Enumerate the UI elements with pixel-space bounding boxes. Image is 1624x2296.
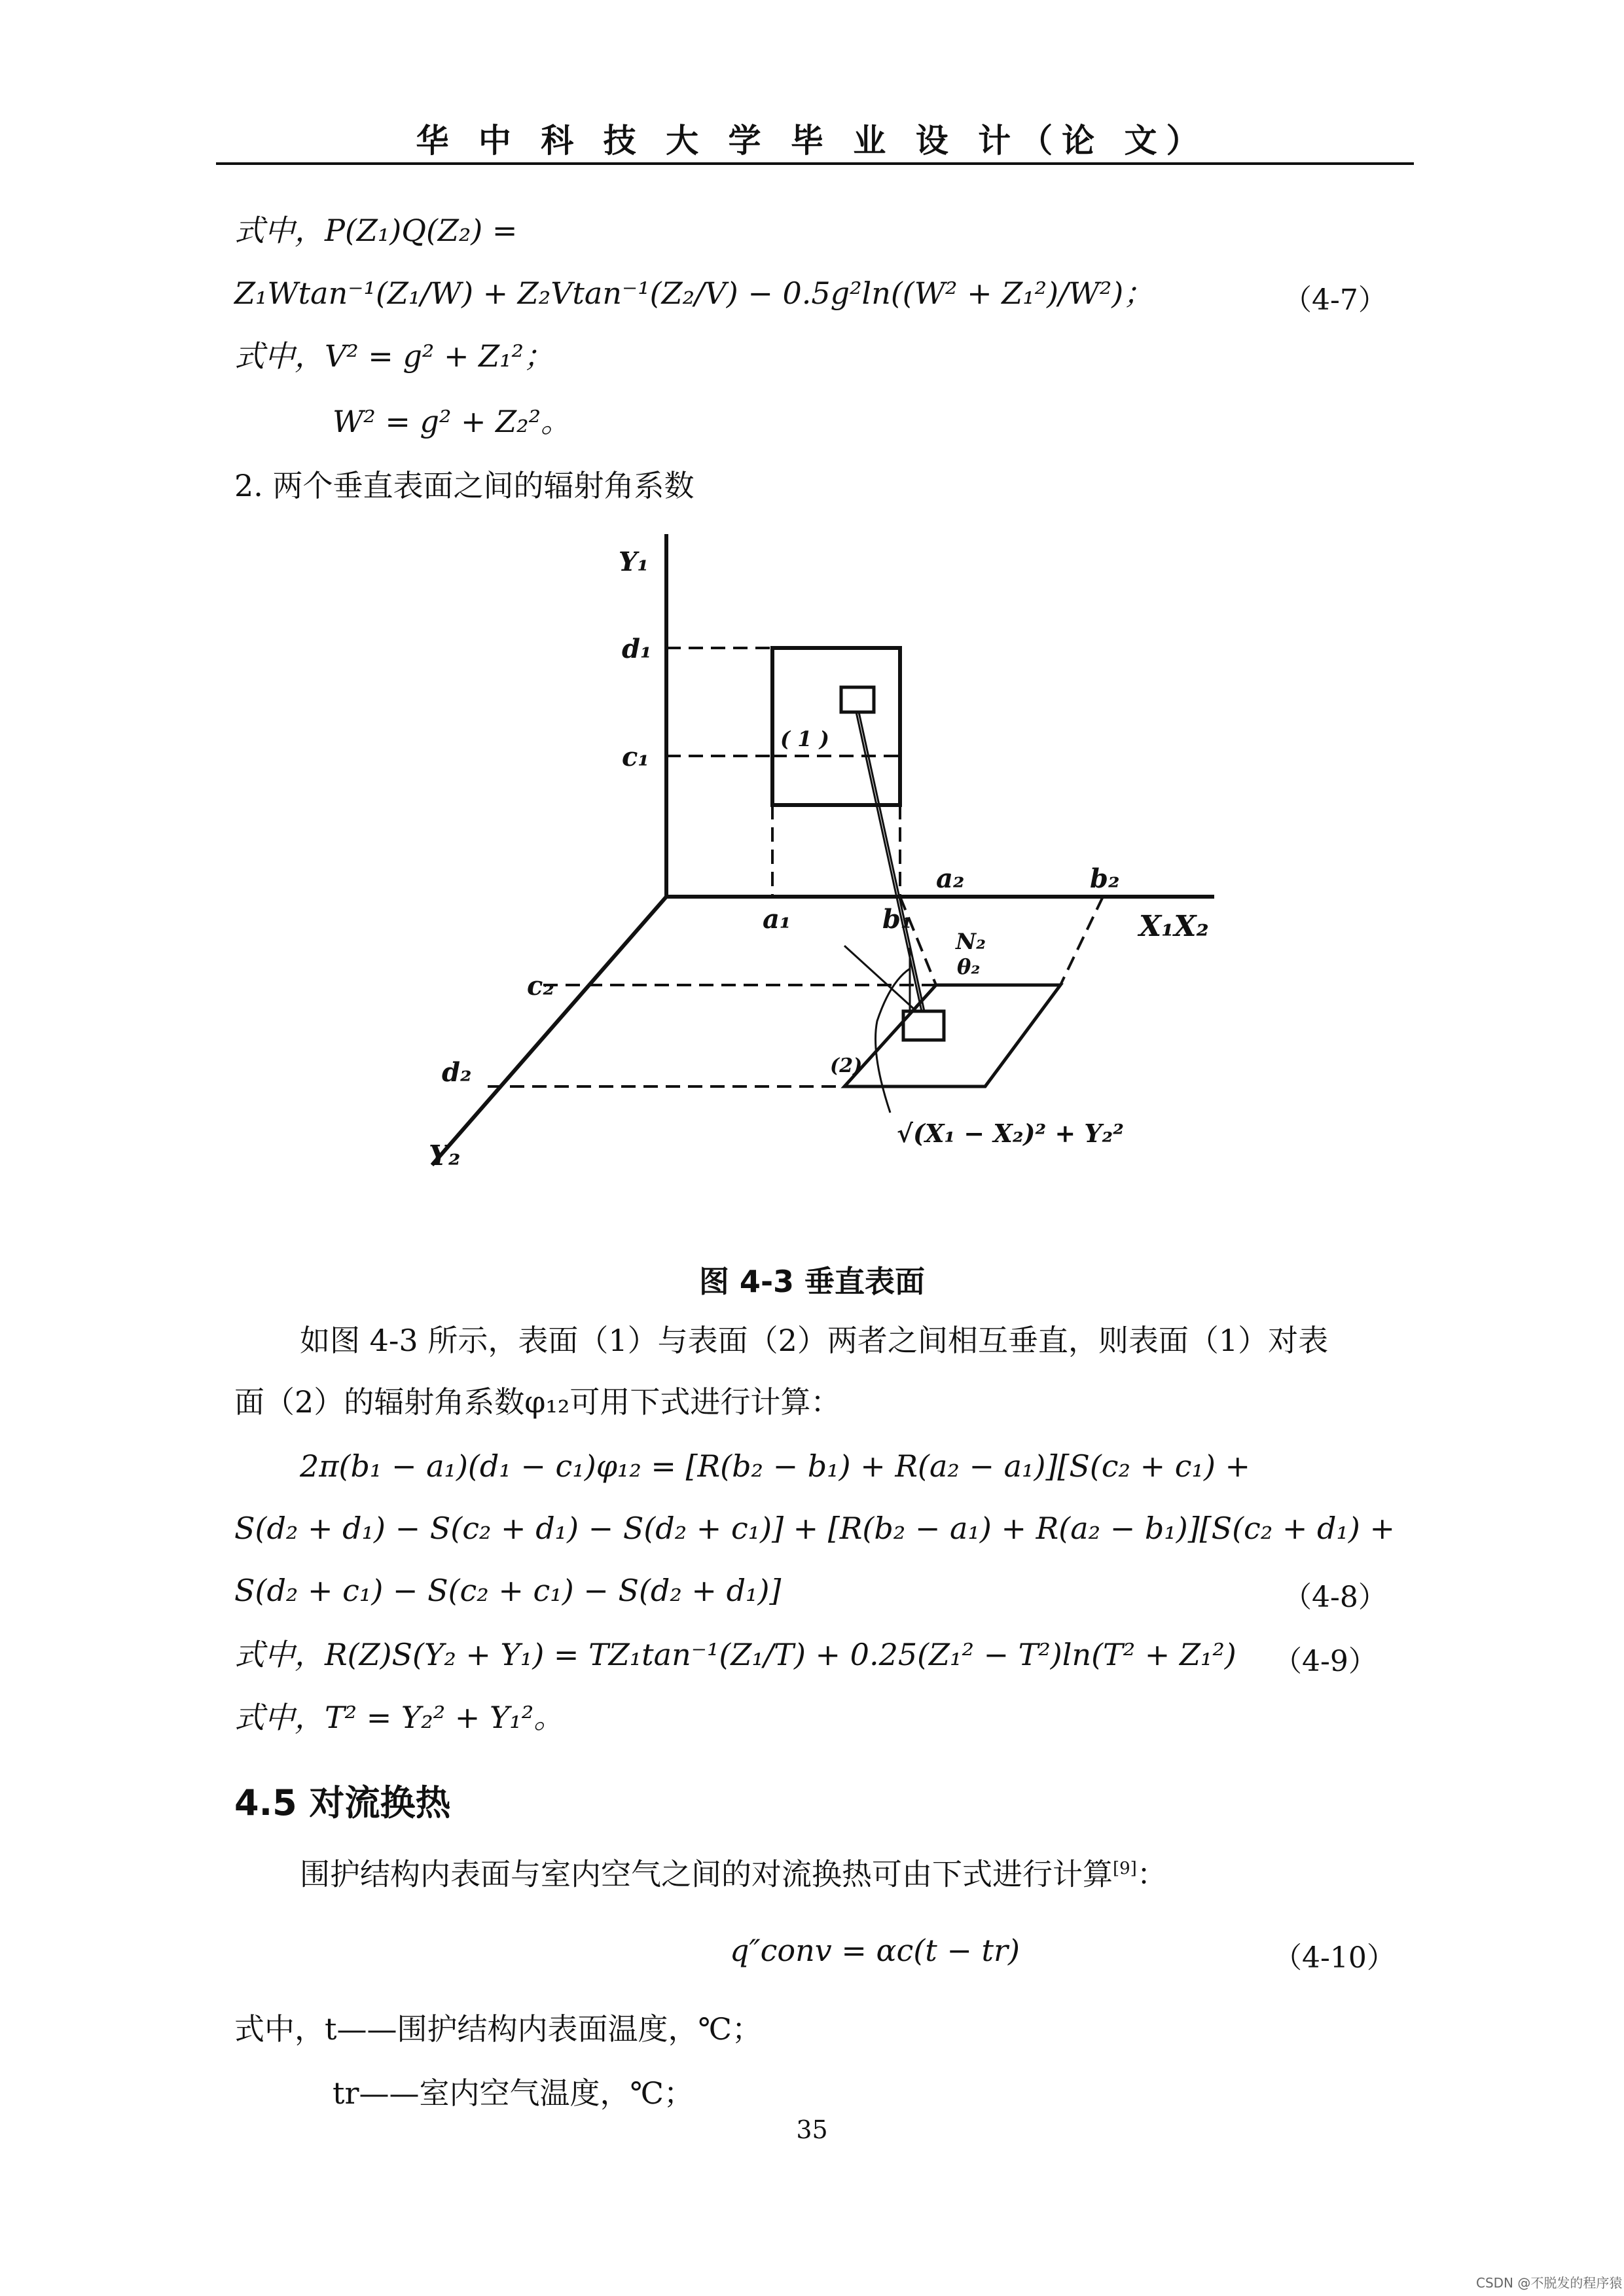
subsection-heading-2: 2. 两个垂直表面之间的辐射角系数 [234, 468, 695, 503]
label-b2: b₂ [1090, 863, 1120, 894]
header-rule [216, 162, 1414, 165]
label-surface-2: (2) [830, 1054, 863, 1077]
paragraph-2-colon: ： [1136, 1856, 1167, 1892]
equation-w-definition: W² = g² + Z₂²。 [333, 404, 571, 439]
page-number: 35 [796, 2115, 828, 2144]
vertical-surfaces-figure [393, 524, 1244, 1191]
label-y2: Y₂ [429, 1139, 461, 1172]
citation-9[interactable]: [9] [1113, 1859, 1137, 1878]
surface-1-element [841, 687, 874, 712]
label-surface-1: ( 1 ) [780, 726, 829, 751]
equation-number-4-10: （4-10） [1273, 1941, 1396, 1975]
figure-caption: 图 4-3 垂直表面 [698, 1264, 926, 1299]
equation-4-7: Z₁Wtan⁻¹(Z₁/W) + Z₂Vtan⁻¹(Z₂/V) − 0.5g²ln((W² + Z₁²)/W²)； [234, 276, 1154, 311]
equation-t-definition: 式中，T² = Y₂² + Y₁²。 [234, 1700, 564, 1735]
label-c1: c₁ [622, 742, 649, 772]
equation-number-4-8: （4-8） [1283, 1581, 1387, 1614]
paragraph-2-text: 围护结构内表面与室内空气之间的对流换热可由下式进行计算 [300, 1856, 1113, 1892]
definition-tr: tr——室内空气温度，℃； [333, 2075, 694, 2111]
equation-4-9: 式中，R(Z)S(Y₂ + Y₁) = TZ₁tan⁻¹(Z₁/T) + 0.25(Z₁² − T²)ln(T² + Z₁²) [234, 1637, 1236, 1672]
equation-line-1: 式中，P(Z₁)Q(Z₂) = [234, 213, 518, 248]
surface-2 [844, 985, 1060, 1086]
running-header: 华 中 科 技 大 学 毕 业 设 计（论 文） [416, 122, 1208, 160]
paragraph-1-line-1: 如图 4-3 所示，表面（1）与表面（2）两者之间相互垂直，则表面（1）对表 [300, 1323, 1329, 1358]
label-a2: a₂ [936, 863, 965, 894]
section-heading-4-5: 4.5 对流换热 [234, 1782, 451, 1823]
y2-axis [432, 897, 666, 1165]
equation-4-8-line-2: S(d₂ + d₁) − S(c₂ + d₁) − S(d₂ + c₁)] + [R(b₂ − a₁) + R(a₂ − b₁)][S(c₂ + d₁) + [234, 1511, 1396, 1546]
label-y1: Y₁ [619, 547, 649, 577]
equation-number-4-9: （4-9） [1273, 1645, 1377, 1678]
definition-t: 式中，t——围护结构内表面温度，℃； [234, 2011, 762, 2047]
label-d2: d₂ [442, 1057, 472, 1088]
label-x1x2: X₁X₂ [1139, 910, 1209, 943]
label-d1: d₁ [622, 634, 652, 664]
label-c2: c₂ [527, 971, 554, 1001]
label-a1: a₁ [763, 904, 791, 935]
equation-4-8-line-3: S(d₂ + c₁) − S(c₂ + c₁) − S(d₂ + d₁)] [234, 1573, 782, 1608]
equation-4-8-line-1: 2π(b₁ − a₁)(d₁ − c₁)φ₁₂ = [R(b₂ − b₁) + R(a₂ − a₁)][S(c₂ + c₁) + [300, 1448, 1251, 1484]
paragraph-2 [300, 1849, 1167, 1893]
label-theta2: θ₂ [957, 954, 981, 979]
watermark: CSDN @不脱发的程序猿 [1476, 2275, 1623, 2291]
equation-v-definition: 式中，V² = g² + Z₁²； [234, 338, 554, 374]
label-distance: √(X₁ − X₂)² + Y₂² [897, 1119, 1124, 1148]
equation-4-10: q″conv = αc(t − tr) [730, 1933, 1020, 1968]
paragraph-1-line-2: 面（2）的辐射角系数φ₁₂可用下式进行计算： [234, 1384, 841, 1420]
equation-number-4-7: （4-7） [1283, 283, 1387, 317]
label-n2: N₂ [956, 929, 986, 955]
label-b1: b₁ [882, 904, 912, 935]
